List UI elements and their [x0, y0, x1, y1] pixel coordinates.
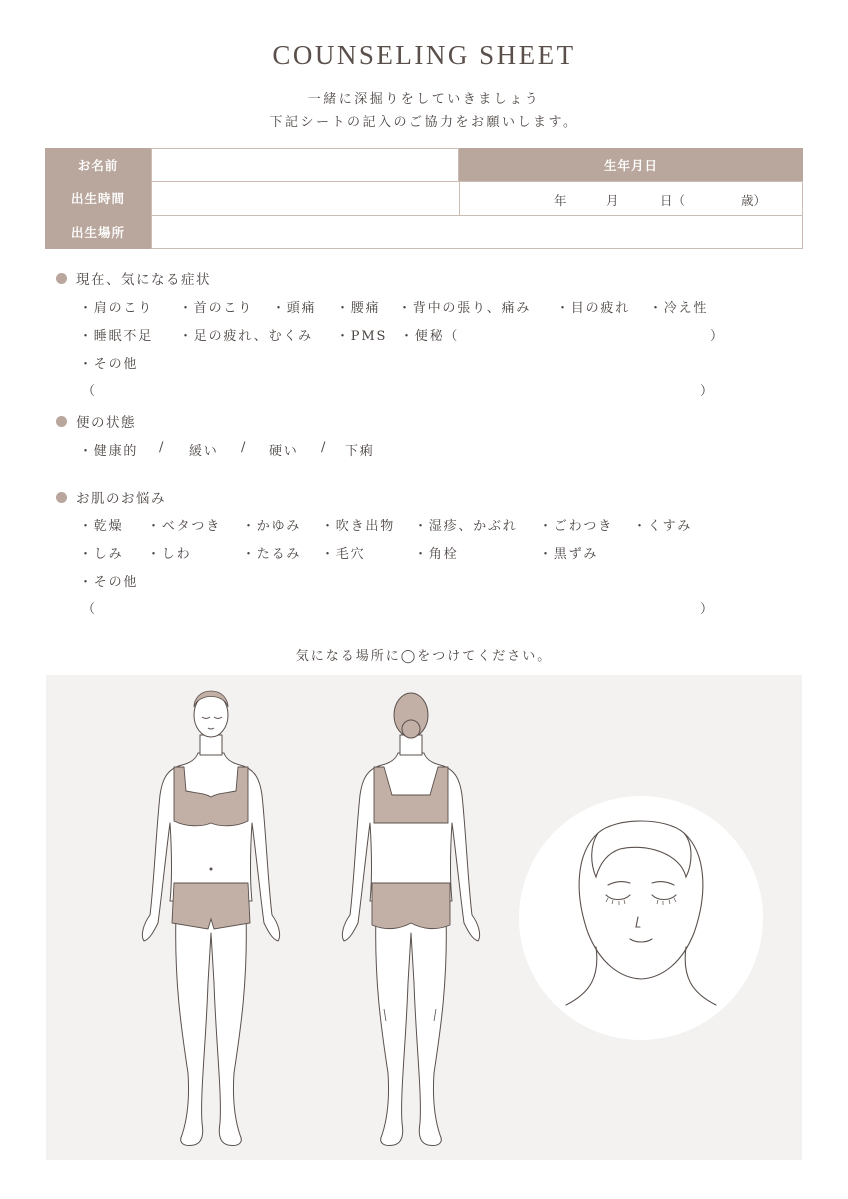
checkbox-option[interactable]: ・乾燥 — [79, 519, 124, 534]
face-circle — [519, 796, 763, 1040]
checkbox-option[interactable]: ・背中の張り、痛み — [398, 301, 532, 316]
birthday-field[interactable] — [459, 181, 803, 216]
checkbox-option[interactable]: 下痢 — [345, 444, 375, 459]
close-paren: ） — [710, 329, 725, 344]
symptoms-heading-text: 現在、気になる症状 — [76, 272, 211, 288]
birth-time-label: 出生時間 — [45, 181, 151, 215]
dob-age: 歳） — [741, 193, 767, 208]
checkbox-option[interactable]: 硬い — [269, 444, 299, 459]
checkbox-option[interactable]: ・その他 — [79, 357, 139, 372]
checkbox-option[interactable]: ・ベタつき — [147, 519, 222, 534]
checkbox-option[interactable]: ・PMS — [336, 329, 388, 344]
checkbox-option[interactable]: ・足の疲れ、むくみ — [179, 329, 313, 344]
checkbox-option[interactable]: ・しわ — [147, 547, 192, 562]
bullet-dot-icon — [56, 273, 67, 284]
open-paren: （ — [82, 602, 96, 617]
checkbox-option[interactable]: ・肩のこり — [79, 301, 154, 316]
checkbox-option[interactable]: ・首のこり — [179, 301, 254, 316]
stool-heading — [56, 411, 136, 431]
stool-heading-text: 便の状態 — [76, 415, 136, 431]
open-paren: （ — [82, 384, 96, 399]
body-map-instruction: 気になる場所に◯をつけてください。 — [295, 649, 553, 664]
back-body-figure — [336, 683, 486, 1153]
checkbox-option[interactable]: ・ごわつき — [539, 519, 614, 534]
checkbox-option[interactable]: ・吹き出物 — [321, 519, 396, 534]
name-field[interactable] — [151, 148, 459, 182]
checkbox-option[interactable]: ・健康的 — [79, 444, 139, 459]
skin-heading — [56, 487, 166, 507]
bullet-dot-icon — [56, 492, 67, 503]
intro-line-2: 下記シートの記入のご協力をお願いします。 — [269, 115, 579, 130]
checkbox-option[interactable]: ・睡眠不足 — [79, 329, 154, 344]
dob-day: 日（ — [660, 193, 686, 208]
separator: / — [241, 440, 248, 455]
checkbox-option[interactable]: ・便秘（ — [400, 329, 460, 344]
checkbox-option[interactable]: ・冷え性 — [649, 301, 709, 316]
checkbox-option[interactable]: ・しみ — [79, 547, 124, 562]
checkbox-option[interactable]: ・かゆみ — [242, 519, 302, 534]
birthday-label: 生年月日 — [459, 148, 803, 182]
body-map-panel[interactable] — [46, 675, 802, 1160]
checkbox-option[interactable]: ・くすみ — [633, 519, 693, 534]
intro-line-1: 一緒に深掘りをしていきましょう — [307, 92, 541, 107]
symptoms-heading — [56, 268, 211, 288]
checkbox-option[interactable]: ・黒ずみ — [539, 547, 599, 562]
skin-heading-text: お肌のお悩み — [76, 491, 166, 507]
checkbox-option[interactable]: 緩い — [189, 444, 219, 459]
checkbox-option[interactable]: ・その他 — [79, 575, 139, 590]
checkbox-option[interactable]: ・角栓 — [414, 547, 459, 562]
separator: / — [321, 440, 328, 455]
checkbox-option[interactable]: ・腰痛 — [336, 301, 381, 316]
birth-place-field[interactable] — [151, 215, 803, 249]
separator: / — [159, 440, 166, 455]
dob-year: 年 — [554, 193, 567, 208]
name-label: お名前 — [45, 148, 151, 181]
checkbox-option[interactable]: ・頭痛 — [272, 301, 317, 316]
birth-time-field[interactable] — [151, 181, 460, 216]
page-title: COUNSELING SHEET — [272, 40, 576, 70]
checkbox-option[interactable]: ・目の疲れ — [556, 301, 631, 316]
birth-place-label: 出生場所 — [45, 215, 151, 249]
checkbox-option[interactable]: ・たるみ — [242, 547, 302, 562]
checkbox-option[interactable]: ・毛穴 — [321, 547, 366, 562]
profile-form — [45, 148, 803, 249]
close-paren: ） — [700, 384, 714, 399]
dob-month: 月 — [606, 193, 619, 208]
bullet-dot-icon — [56, 416, 67, 427]
close-paren: ） — [700, 602, 714, 617]
face-diagram — [516, 793, 766, 1043]
front-body-figure — [136, 683, 286, 1153]
checkbox-option[interactable]: ・湿疹、かぶれ — [414, 519, 518, 534]
